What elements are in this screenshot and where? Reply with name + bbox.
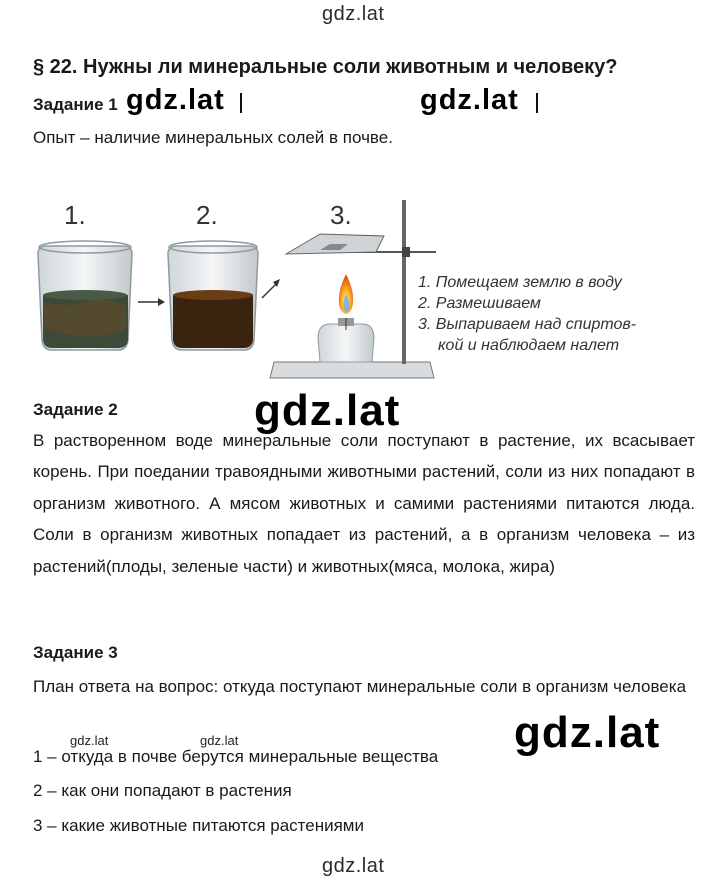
step-number-3: 3. [330, 200, 352, 230]
experiment-step: 3. Выпариваем над спиртов- [418, 316, 637, 333]
task3-item-3: 3 – какие животные питаются растениями [33, 816, 364, 835]
evaporation-stand [270, 200, 436, 378]
task1-heading: Задание 1 [33, 95, 118, 114]
watermark-tiny-2: gdz.lat [200, 733, 239, 748]
experiment-step: кой и наблюдаем налет [438, 337, 620, 354]
task3-item-1: 1 – откуда в почве берутся минеральные вещества [33, 747, 439, 766]
watermark-cursor [536, 93, 538, 113]
watermark-cursor [240, 93, 242, 113]
step-number-1: 1. [64, 200, 86, 230]
watermark-mid: gdz.lat [254, 386, 401, 435]
task2-text: В растворенном воде минеральные соли поступают в растение, их всасывает корень. При поедании травоядными животными растений, соли из них попадают в организм животного. А мясом животных и самими растениями питаются люда. Соли в организм животных попадает из растений, а в организм человека – из растений(плоды, зеленые части) и животных(мяса, молока, жира) [33, 431, 695, 576]
page-title: § 22. Нужны ли минеральные соли животным и человеку? [33, 56, 618, 78]
task3-text: План ответа на вопрос: откуда поступают минеральные соли в организм человека [33, 677, 687, 696]
watermark-right: gdz.lat [514, 708, 661, 757]
experiment-steps [418, 272, 636, 356]
watermark-tiny-1: gdz.lat [70, 733, 109, 748]
task1-text: Опыт – наличие минеральных солей в почве. [33, 128, 393, 147]
watermark-header-1: gdz.lat [126, 84, 225, 116]
beaker-1 [38, 241, 132, 350]
task3-item-2: 2 – как они попадают в растения [33, 781, 292, 800]
experiment-step: 2. Размешиваем [418, 295, 541, 312]
watermark-header-2: gdz.lat [420, 84, 519, 116]
experiment-step: 1. Помещаем землю в воду [418, 274, 622, 291]
arrow-icon [262, 284, 276, 298]
watermark-bottom: gdz.lat [322, 855, 385, 877]
watermark-top: gdz.lat [322, 3, 385, 25]
task2-heading: Задание 2 [33, 400, 118, 419]
task3-heading: Задание 3 [33, 643, 118, 662]
step-number-2: 2. [196, 200, 218, 230]
arrow-head-icon [158, 298, 165, 306]
beaker-2 [168, 241, 258, 350]
